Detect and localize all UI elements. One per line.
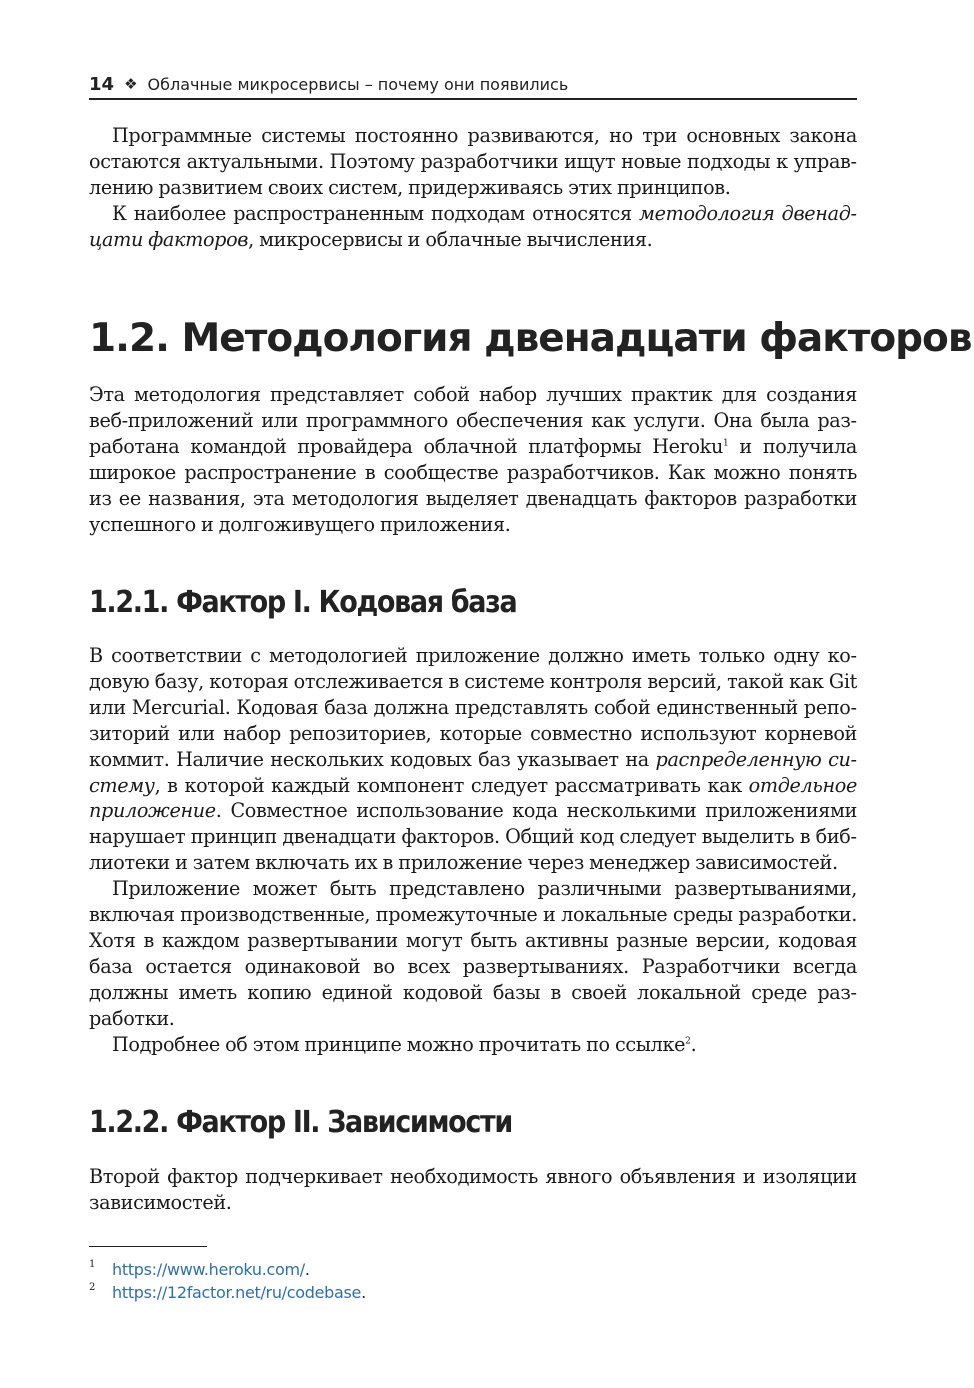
running-header (89, 70, 857, 100)
footnote-number: 1 (89, 1259, 96, 1270)
footnote-link[interactable]: https://www.heroku.com/. (112, 1260, 310, 1279)
section-1-2-1 (89, 584, 857, 622)
italic-term: распределенную систему (89, 747, 858, 797)
footnote-number: 2 (89, 1282, 96, 1293)
paragraph: Приложение может быть представлено различными развертываниями, включая производственные, промежуточные и локальные среды разработки. Хотя в каждом развертывании могут быть активны разные версии, кодовая база остается одинаковой во всех развертываниях. Разработчики всегда должны иметь копию единой кодовой базы в своей локальной среде разработки. (89, 877, 857, 1030)
section-1-2-2-body (89, 1164, 857, 1216)
intro-text (89, 123, 857, 253)
chapter-title: Облачные микросервисы – почему они появились (147, 74, 569, 94)
subsection-heading: 1.2.1. Фактор I. Кодовая база (89, 585, 517, 620)
footnote-ref[interactable]: 1 (722, 438, 729, 449)
four-diamond-ornament-icon: ❖ (124, 75, 138, 93)
section-heading: 1.2. Методология двенадцати факторов (89, 316, 972, 361)
paragraph: К наиболее распространенным подходам относятся методология двенадцати факторов, микросервисы и облачные вычисления. (89, 201, 857, 251)
footnote-link[interactable]: https://12factor.net/ru/codebase. (112, 1283, 366, 1302)
paragraph: Программные системы постоянно развиваются, но три основных закона остаются актуальными. Поэтому разработчики ищут новые подходы к управлению развитием своих систем, придерживаясь этих принципов. (89, 124, 857, 199)
paragraph: Эта методология представляет собой набор лучших практик для создания веб-приложений или программного обеспечения как услуги. Она была разработана командой провайдера облачной платформы Heroku$^1$ и получила широкое распространение в сообществе разработчиков. Как можно понять из ее названия, эта методология выделяет двенадцать факторов разработки успешного и долгоживущего приложения. (89, 383, 857, 536)
page-number: 14 (89, 73, 115, 95)
section-1-2-1-body (89, 643, 857, 1058)
paragraph: Второй фактор подчеркивает необходимость явного объявления и изоляции зависимостей. (89, 1165, 857, 1214)
paragraph: В соответствии с методологией приложение должно иметь только одну кодовую базу, которая отслеживается в системе контроля версий, такой как Git или Mercurial. Кодовая база должна представлять собой единственный репозиторий или набор репозиториев, которые совместно используют корневой коммит. Наличие нескольких кодовых баз указывает на распределенную систему, в которой каждый компонент следует рассматривать как отдельное приложение. Совместное использование кода несколькими приложениями нарушает принцип двенадцати факторов. Общий код следует выделить в библиотеки и затем включать их в приложение через менеджер зависимостей. (89, 644, 858, 875)
subsection-heading: 1.2.2. Фактор II. Зависимости (89, 1105, 512, 1140)
paragraph: Подробнее об этом принципе можно прочитать по ссылке$^2$. (112, 1032, 697, 1056)
footnote-ref[interactable]: 2 (685, 1036, 691, 1047)
footnote-divider (89, 1246, 207, 1247)
italic-term: методология двенадцати факторов (89, 201, 857, 251)
italic-term: отдельное приложение (89, 773, 857, 823)
section-1-2-2 (89, 1104, 857, 1142)
section-1-2-body (89, 382, 857, 537)
section-1-2 (89, 316, 972, 362)
